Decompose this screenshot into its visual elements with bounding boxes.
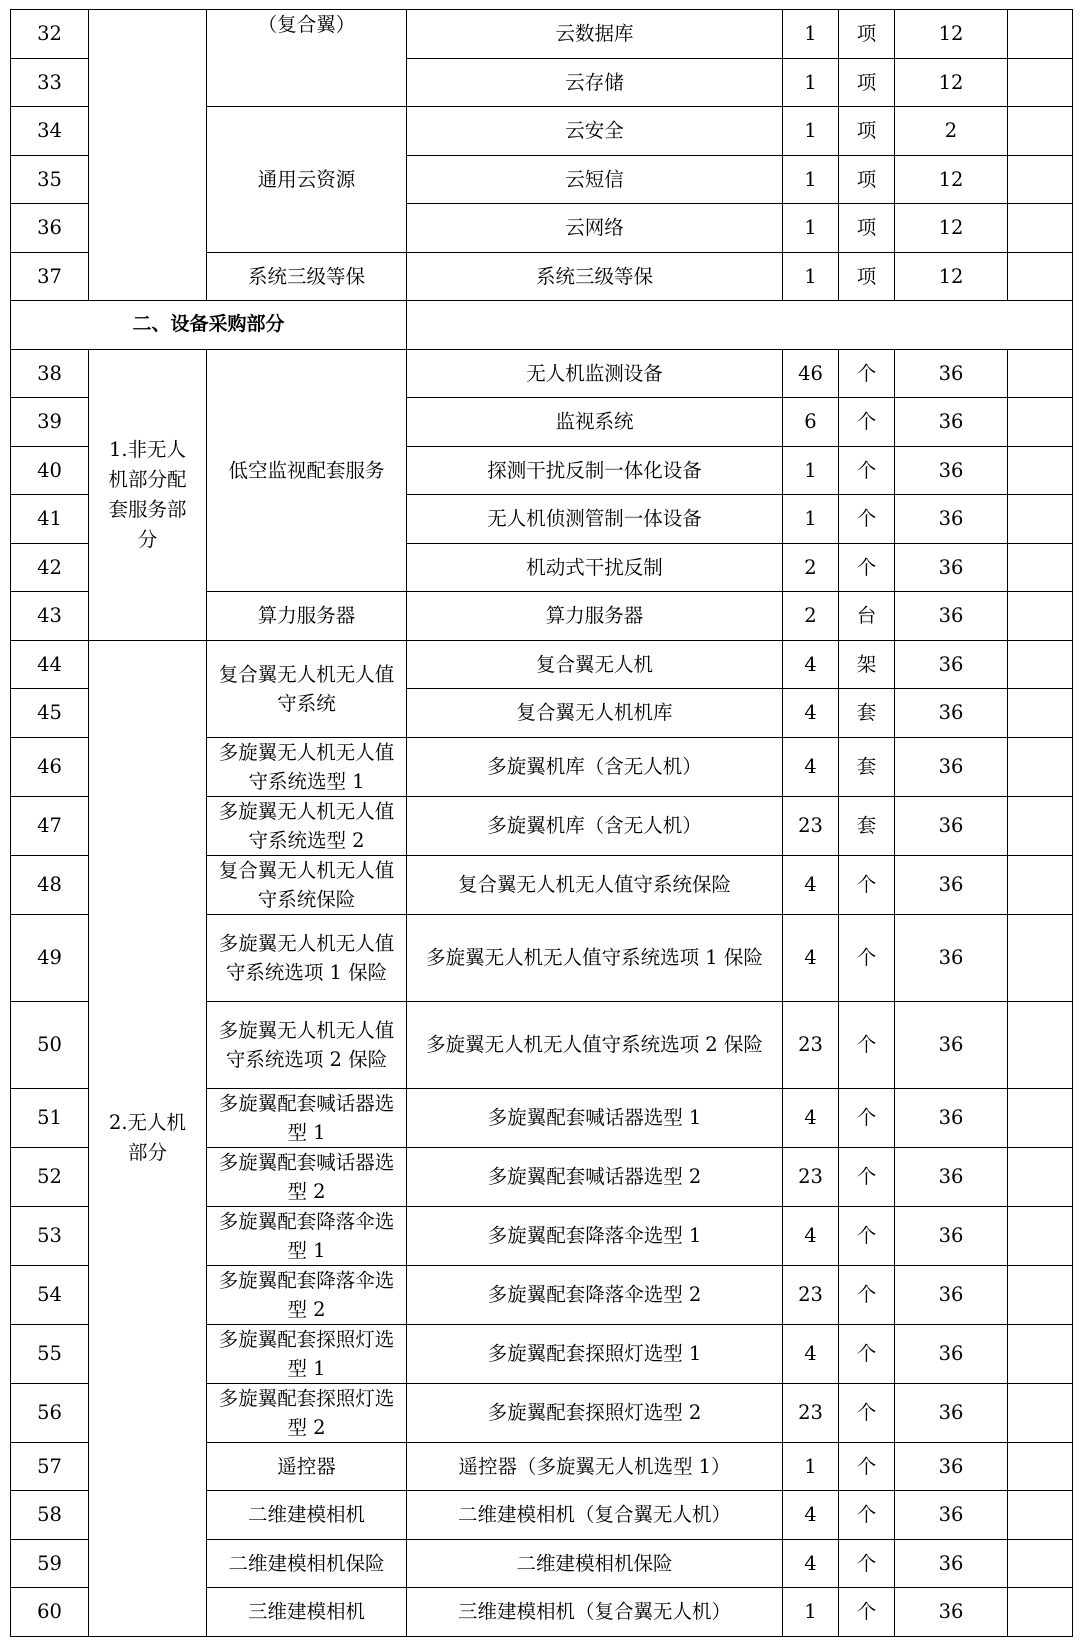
group-cell: 三维建模相机 <box>207 1588 407 1637</box>
period: 36 <box>895 1088 1008 1147</box>
unit: 项 <box>839 10 895 59</box>
unit: 套 <box>839 737 895 796</box>
unit: 架 <box>839 640 895 689</box>
group-cell: 复合翼无人机无人值守系统 <box>207 640 407 737</box>
period: 12 <box>895 204 1008 253</box>
item-name: 算力服务器 <box>407 592 783 641</box>
unit: 项 <box>839 155 895 204</box>
item-name: 云短信 <box>407 155 783 204</box>
group-cell: 算力服务器 <box>207 592 407 641</box>
quantity: 1 <box>783 107 839 156</box>
section-empty-cell <box>407 301 1073 350</box>
quantity: 4 <box>783 737 839 796</box>
unit: 个 <box>839 446 895 495</box>
row-number: 48 <box>11 855 89 914</box>
row-number: 47 <box>11 796 89 855</box>
period: 36 <box>895 495 1008 544</box>
row-number: 57 <box>11 1442 89 1491</box>
remark <box>1008 1324 1073 1383</box>
row-number: 60 <box>11 1588 89 1637</box>
period: 36 <box>895 1001 1008 1088</box>
unit: 个 <box>839 1324 895 1383</box>
unit: 套 <box>839 796 895 855</box>
period: 36 <box>895 398 1008 447</box>
remark <box>1008 640 1073 689</box>
unit: 个 <box>839 914 895 1001</box>
procurement-table <box>10 9 1073 1637</box>
section-row <box>11 301 1073 350</box>
row-number: 56 <box>11 1383 89 1442</box>
quantity: 1 <box>783 155 839 204</box>
period: 36 <box>895 1265 1008 1324</box>
row-number: 41 <box>11 495 89 544</box>
remark <box>1008 204 1073 253</box>
row-number: 32 <box>11 10 89 59</box>
period: 36 <box>895 855 1008 914</box>
period: 2 <box>895 107 1008 156</box>
group-cell: 多旋翼配套喊话器选型 2 <box>207 1147 407 1206</box>
unit: 个 <box>839 1491 895 1540</box>
group-cell: 复合翼无人机无人值守系统保险 <box>207 855 407 914</box>
item-name: 二维建模相机保险 <box>407 1539 783 1588</box>
remark <box>1008 10 1073 59</box>
item-name: 二维建模相机（复合翼无人机） <box>407 1491 783 1540</box>
item-name: 系统三级等保 <box>407 252 783 301</box>
remark <box>1008 543 1073 592</box>
group-cell: 遥控器 <box>207 1442 407 1491</box>
period: 36 <box>895 1383 1008 1442</box>
item-name: 多旋翼配套降落伞选型 1 <box>407 1206 783 1265</box>
row-number: 54 <box>11 1265 89 1324</box>
period: 36 <box>895 1491 1008 1540</box>
section-header: 二、设备采购部分 <box>11 301 407 350</box>
quantity: 23 <box>783 796 839 855</box>
item-name: 多旋翼配套喊话器选型 2 <box>407 1147 783 1206</box>
quantity: 1 <box>783 252 839 301</box>
remark <box>1008 349 1073 398</box>
row-number: 55 <box>11 1324 89 1383</box>
period: 36 <box>895 1539 1008 1588</box>
category-cell: 1.非无人机部分配套服务部分 <box>89 349 207 640</box>
table-row <box>11 10 1073 59</box>
row-number: 42 <box>11 543 89 592</box>
unit: 个 <box>839 398 895 447</box>
quantity: 4 <box>783 1491 839 1540</box>
period: 36 <box>895 592 1008 641</box>
item-name: 多旋翼无人机无人值守系统选项 2 保险 <box>407 1001 783 1088</box>
unit: 项 <box>839 107 895 156</box>
group-cell: 多旋翼无人机无人值守系统选项 2 保险 <box>207 1001 407 1088</box>
row-number: 44 <box>11 640 89 689</box>
quantity: 1 <box>783 446 839 495</box>
group-cell: 多旋翼配套探照灯选型 2 <box>207 1383 407 1442</box>
row-number: 46 <box>11 737 89 796</box>
unit: 个 <box>839 1088 895 1147</box>
unit: 个 <box>839 543 895 592</box>
group-cell: 多旋翼配套探照灯选型 1 <box>207 1324 407 1383</box>
row-number: 53 <box>11 1206 89 1265</box>
unit: 个 <box>839 1383 895 1442</box>
item-name: 探测干扰反制一体化设备 <box>407 446 783 495</box>
item-name: 多旋翼配套降落伞选型 2 <box>407 1265 783 1324</box>
quantity: 1 <box>783 58 839 107</box>
group-cell: 系统三级等保 <box>207 252 407 301</box>
period: 12 <box>895 155 1008 204</box>
remark <box>1008 155 1073 204</box>
unit: 个 <box>839 855 895 914</box>
period: 36 <box>895 914 1008 1001</box>
period: 12 <box>895 58 1008 107</box>
item-name: 云存储 <box>407 58 783 107</box>
row-number: 59 <box>11 1539 89 1588</box>
item-name: 复合翼无人机机库 <box>407 689 783 738</box>
period: 36 <box>895 737 1008 796</box>
group-cell: 低空监视配套服务 <box>207 349 407 592</box>
quantity: 1 <box>783 1442 839 1491</box>
item-name: 无人机监测设备 <box>407 349 783 398</box>
item-name: 云数据库 <box>407 10 783 59</box>
period: 36 <box>895 1206 1008 1265</box>
period: 36 <box>895 1442 1008 1491</box>
row-number: 49 <box>11 914 89 1001</box>
quantity: 4 <box>783 1088 839 1147</box>
group-cell: 二维建模相机 <box>207 1491 407 1540</box>
remark <box>1008 107 1073 156</box>
item-name: 机动式干扰反制 <box>407 543 783 592</box>
table-row <box>11 640 1073 689</box>
item-name: 多旋翼配套探照灯选型 1 <box>407 1324 783 1383</box>
remark <box>1008 1491 1073 1540</box>
remark <box>1008 1383 1073 1442</box>
unit: 项 <box>839 252 895 301</box>
item-name: 监视系统 <box>407 398 783 447</box>
item-name: 三维建模相机（复合翼无人机） <box>407 1588 783 1637</box>
unit: 项 <box>839 58 895 107</box>
period: 36 <box>895 349 1008 398</box>
period: 36 <box>895 446 1008 495</box>
quantity: 2 <box>783 543 839 592</box>
period: 36 <box>895 689 1008 738</box>
remark <box>1008 1206 1073 1265</box>
quantity: 23 <box>783 1265 839 1324</box>
remark <box>1008 1588 1073 1637</box>
remark <box>1008 855 1073 914</box>
group-cell: 多旋翼无人机无人值守系统选型 2 <box>207 796 407 855</box>
unit: 个 <box>839 1588 895 1637</box>
item-name: 多旋翼配套探照灯选型 2 <box>407 1383 783 1442</box>
row-number: 50 <box>11 1001 89 1088</box>
remark <box>1008 495 1073 544</box>
table-body <box>11 10 1073 1637</box>
quantity: 4 <box>783 1324 839 1383</box>
row-number: 58 <box>11 1491 89 1540</box>
group-cell: 多旋翼配套喊话器选型 1 <box>207 1088 407 1147</box>
group-cell: 多旋翼无人机无人值守系统选型 1 <box>207 737 407 796</box>
unit: 个 <box>839 495 895 544</box>
row-number: 40 <box>11 446 89 495</box>
unit: 个 <box>839 1147 895 1206</box>
remark <box>1008 398 1073 447</box>
table-row <box>11 349 1073 398</box>
remark <box>1008 1001 1073 1088</box>
unit: 项 <box>839 204 895 253</box>
unit: 个 <box>839 1539 895 1588</box>
row-number: 33 <box>11 58 89 107</box>
quantity: 1 <box>783 10 839 59</box>
item-name: 复合翼无人机无人值守系统保险 <box>407 855 783 914</box>
quantity: 1 <box>783 495 839 544</box>
quantity: 4 <box>783 914 839 1001</box>
row-number: 36 <box>11 204 89 253</box>
unit: 个 <box>839 1206 895 1265</box>
quantity: 1 <box>783 1588 839 1637</box>
period: 12 <box>895 252 1008 301</box>
group-cell: （复合翼） <box>207 10 407 107</box>
row-number: 52 <box>11 1147 89 1206</box>
row-number: 43 <box>11 592 89 641</box>
category-cell: 2.无人机部分 <box>89 640 207 1636</box>
period: 36 <box>895 796 1008 855</box>
item-name: 多旋翼配套喊话器选型 1 <box>407 1088 783 1147</box>
quantity: 2 <box>783 592 839 641</box>
quantity: 23 <box>783 1001 839 1088</box>
quantity: 46 <box>783 349 839 398</box>
period: 12 <box>895 10 1008 59</box>
row-number: 37 <box>11 252 89 301</box>
item-name: 复合翼无人机 <box>407 640 783 689</box>
row-number: 39 <box>11 398 89 447</box>
remark <box>1008 796 1073 855</box>
unit: 套 <box>839 689 895 738</box>
row-number: 45 <box>11 689 89 738</box>
remark <box>1008 252 1073 301</box>
item-name: 多旋翼机库（含无人机） <box>407 737 783 796</box>
period: 36 <box>895 1147 1008 1206</box>
unit: 个 <box>839 1001 895 1088</box>
quantity: 4 <box>783 640 839 689</box>
period: 36 <box>895 1324 1008 1383</box>
remark <box>1008 737 1073 796</box>
quantity: 1 <box>783 204 839 253</box>
group-cell: 通用云资源 <box>207 107 407 253</box>
period: 36 <box>895 640 1008 689</box>
item-name: 多旋翼无人机无人值守系统选项 1 保险 <box>407 914 783 1001</box>
remark <box>1008 1088 1073 1147</box>
group-cell: 多旋翼配套降落伞选型 1 <box>207 1206 407 1265</box>
item-name: 云网络 <box>407 204 783 253</box>
remark <box>1008 1147 1073 1206</box>
remark <box>1008 689 1073 738</box>
unit: 个 <box>839 1265 895 1324</box>
remark <box>1008 592 1073 641</box>
group-cell: 多旋翼无人机无人值守系统选项 1 保险 <box>207 914 407 1001</box>
period: 36 <box>895 543 1008 592</box>
category-cell <box>89 10 207 301</box>
unit: 个 <box>839 1442 895 1491</box>
remark <box>1008 1539 1073 1588</box>
row-number: 34 <box>11 107 89 156</box>
row-number: 51 <box>11 1088 89 1147</box>
group-cell: 多旋翼配套降落伞选型 2 <box>207 1265 407 1324</box>
remark <box>1008 446 1073 495</box>
remark <box>1008 1265 1073 1324</box>
quantity: 23 <box>783 1383 839 1442</box>
unit: 个 <box>839 349 895 398</box>
quantity: 6 <box>783 398 839 447</box>
period: 36 <box>895 1588 1008 1637</box>
item-name: 无人机侦测管制一体设备 <box>407 495 783 544</box>
item-name: 多旋翼机库（含无人机） <box>407 796 783 855</box>
remark <box>1008 914 1073 1001</box>
unit: 台 <box>839 592 895 641</box>
remark <box>1008 1442 1073 1491</box>
quantity: 23 <box>783 1147 839 1206</box>
item-name: 遥控器（多旋翼无人机选型 1） <box>407 1442 783 1491</box>
item-name: 云安全 <box>407 107 783 156</box>
row-number: 35 <box>11 155 89 204</box>
quantity: 4 <box>783 855 839 914</box>
quantity: 4 <box>783 689 839 738</box>
row-number: 38 <box>11 349 89 398</box>
quantity: 4 <box>783 1539 839 1588</box>
group-cell: 二维建模相机保险 <box>207 1539 407 1588</box>
quantity: 4 <box>783 1206 839 1265</box>
remark <box>1008 58 1073 107</box>
